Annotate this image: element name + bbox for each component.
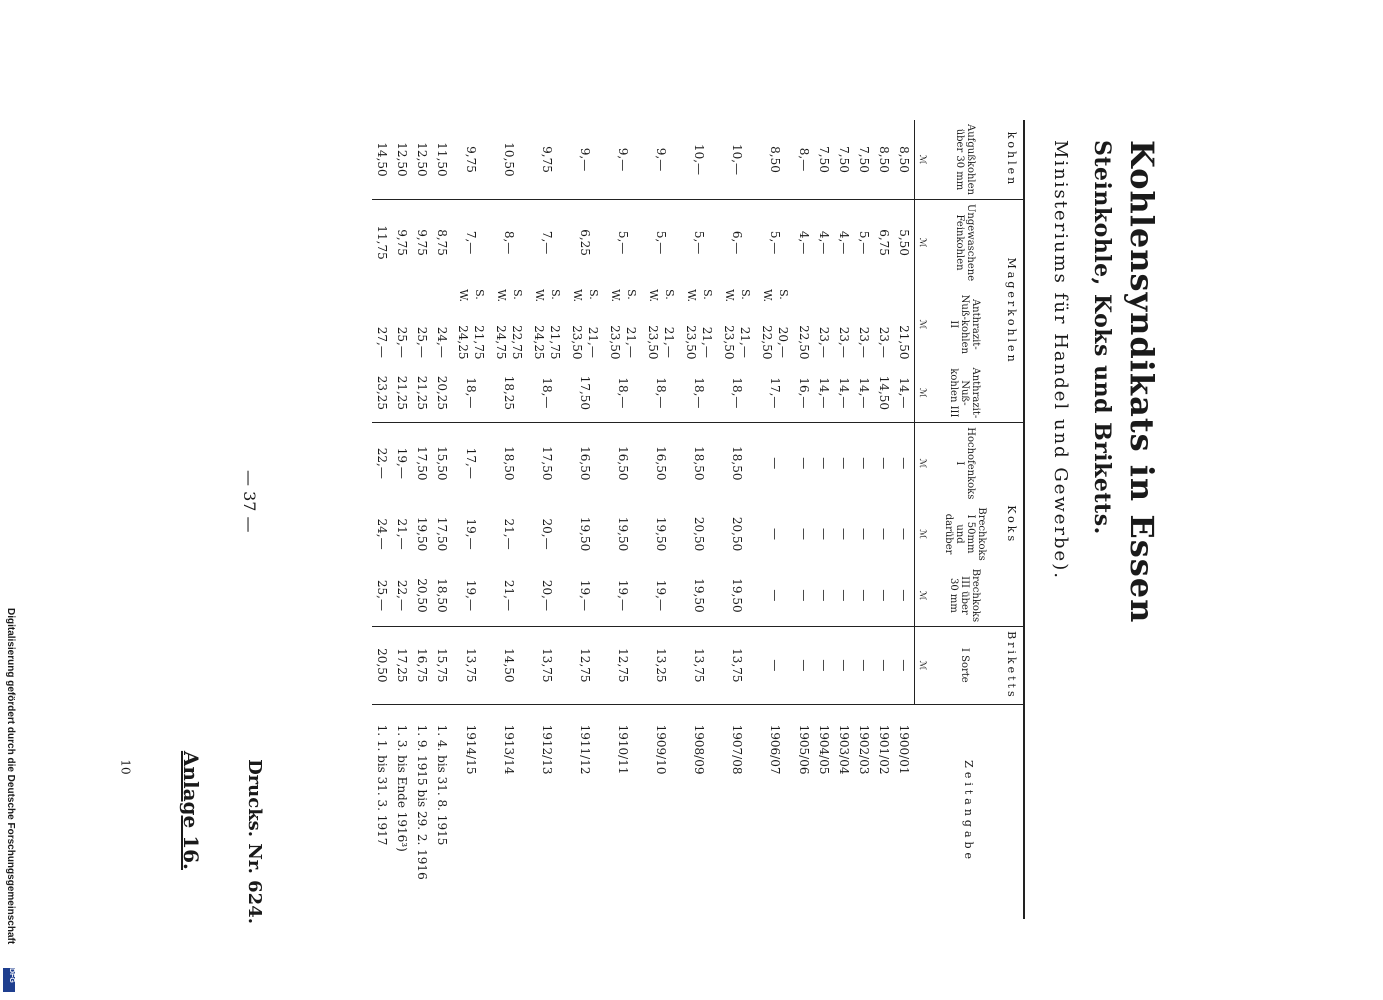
- table-row: [642, 120, 680, 919]
- value-cell: 18,—: [616, 377, 630, 409]
- period-cell: 1. 1. bis 31. 3. 1917: [372, 704, 392, 919]
- value-cell: —: [854, 627, 874, 705]
- table-row: [894, 120, 915, 919]
- value-cell: 5,—: [680, 199, 718, 285]
- table-row: [412, 120, 432, 919]
- group-header-zeitangabe: Zeitangabe: [915, 704, 1025, 919]
- column-unit: ℳ: [915, 423, 930, 504]
- period-cell: 1902/03: [854, 704, 874, 919]
- value-cell: 19,50: [654, 516, 668, 552]
- value-cell: 5,—: [604, 199, 642, 285]
- value-cell: 7,50: [837, 146, 851, 173]
- value-cell: 17,50: [435, 516, 449, 552]
- drucksache-number: Drucks. Nr. 624.: [244, 759, 265, 924]
- value-cell: 5,—: [642, 199, 680, 285]
- value-line: W.: [609, 289, 622, 303]
- value-cell: —: [857, 528, 871, 541]
- period-cell: 1903/04: [834, 704, 854, 919]
- value-cell: —: [794, 423, 814, 504]
- table-row: [874, 120, 894, 919]
- value-cell: 24,—: [435, 326, 449, 358]
- period-cell: 1904/05: [814, 704, 834, 919]
- value-cell: 5,—: [854, 199, 874, 285]
- value-cell: 11,50: [435, 142, 449, 177]
- value-cell: —: [874, 423, 894, 504]
- value-line: 22,75: [510, 325, 524, 360]
- group-header-kohlen: kohlen: [1001, 120, 1024, 199]
- value-cell: 25,—: [395, 326, 409, 358]
- value-cell: 14,—: [837, 377, 851, 409]
- value-cell: 4,—: [834, 199, 854, 285]
- value-cell: 6,25: [566, 199, 604, 285]
- period-cell: 1912/13: [528, 704, 566, 919]
- period-cell: 1913/14: [490, 704, 528, 919]
- value-cell: 16,50: [642, 423, 680, 504]
- column-unit: ℳ: [915, 503, 930, 564]
- value-cell: 21,25: [395, 375, 409, 411]
- value-cell: 18,50: [435, 578, 449, 613]
- value-line: 21,—: [738, 326, 752, 358]
- sort-marker-cell: [854, 285, 874, 321]
- value-cell: —: [874, 627, 894, 705]
- value-cell: 13,25: [642, 627, 680, 705]
- footer-page-number: 10: [118, 759, 133, 775]
- value-line: 24,25: [532, 325, 546, 360]
- value-line: 23,50: [646, 325, 660, 360]
- sort-marker-cell: [566, 285, 604, 321]
- value-cell: 19,50: [616, 516, 630, 552]
- sort-marker-cell: [490, 285, 528, 321]
- price-table: [372, 120, 1025, 919]
- value-cell: 7,50: [857, 146, 871, 173]
- value-cell: 7,50: [817, 146, 831, 173]
- value-cell: 8,50: [877, 146, 891, 173]
- value-cell: [680, 321, 718, 363]
- value-cell: 11,75: [372, 199, 392, 285]
- value-cell: 14,—: [897, 377, 911, 409]
- value-cell: 13,75: [528, 627, 566, 705]
- group-header-koks: Koks: [1001, 423, 1024, 627]
- column-header: Anthrazit-Nuß-kohlen III: [948, 367, 982, 419]
- column-unit: ℳ: [915, 627, 930, 705]
- value-line: S.: [701, 289, 714, 300]
- value-cell: 19,—: [654, 579, 668, 611]
- sidebar-credit-text: Digitalisierung gefördert durch die Deutsche Forschungsgemeinschaft: [5, 608, 16, 945]
- value-cell: [642, 321, 680, 363]
- value-line: 21,—: [700, 326, 714, 358]
- value-cell: 8,—: [797, 147, 811, 172]
- value-cell: —: [877, 528, 891, 541]
- value-cell: 22,50: [797, 325, 811, 360]
- dfg-logo-icon: DFG: [3, 968, 15, 992]
- value-cell: 7,—: [452, 199, 490, 285]
- value-cell: 17,25: [392, 627, 412, 705]
- value-cell: 24,—: [375, 518, 389, 550]
- value-cell: —: [854, 423, 874, 504]
- value-line: 23,50: [608, 325, 622, 360]
- value-cell: —: [897, 528, 911, 541]
- value-cell: 23,—: [877, 326, 891, 358]
- value-line: W.: [647, 289, 660, 303]
- table-row: [372, 120, 392, 919]
- sort-marker-cell: [680, 285, 718, 321]
- column-unit: ℳ: [915, 120, 930, 199]
- value-cell: 9,75: [464, 146, 478, 173]
- value-line: S.: [549, 289, 562, 300]
- value-cell: 14,—: [817, 377, 831, 409]
- value-cell: 17,50: [578, 375, 592, 411]
- value-cell: 9,75: [392, 199, 412, 285]
- table-row: [490, 120, 528, 919]
- column-header: Ungewaschene Feinkohlen: [929, 199, 1001, 285]
- value-cell: 21,—: [395, 518, 409, 550]
- sort-marker-cell: [452, 285, 490, 321]
- value-cell: 12,75: [604, 627, 642, 705]
- value-cell: —: [837, 589, 851, 602]
- sort-marker-cell: [432, 285, 452, 321]
- value-cell: 21,25: [415, 375, 429, 411]
- value-cell: 9,—: [616, 147, 630, 172]
- value-cell: 22,—: [395, 579, 409, 611]
- value-cell: 23,—: [857, 326, 871, 358]
- value-line: 23,50: [570, 325, 584, 360]
- column-header: Brechkoks III über 30 mm: [948, 568, 982, 623]
- table-row: [452, 120, 490, 919]
- sort-marker-cell: [528, 285, 566, 321]
- sort-marker-cell: [814, 285, 834, 321]
- value-cell: 23,—: [837, 326, 851, 358]
- value-cell: 17,50: [412, 423, 432, 504]
- value-line: S.: [511, 289, 524, 300]
- value-line: 21,75: [472, 325, 486, 360]
- value-cell: 19,—: [392, 423, 412, 504]
- value-cell: 6,—: [718, 199, 756, 285]
- value-cell: 27,—: [375, 326, 389, 358]
- value-line: 21,—: [586, 326, 600, 358]
- value-line: S.: [587, 289, 600, 300]
- page-number: — 37 —: [240, 470, 259, 533]
- value-cell: [756, 321, 794, 363]
- value-cell: 4,—: [814, 199, 834, 285]
- sort-marker-cell: [894, 285, 915, 321]
- value-cell: 4,—: [794, 199, 814, 285]
- value-cell: 19,50: [415, 516, 429, 552]
- value-cell: 17,—: [452, 423, 490, 504]
- table-row: [432, 120, 452, 919]
- value-cell: 8,75: [432, 199, 452, 285]
- table-row: [680, 120, 718, 919]
- value-cell: 19,50: [692, 578, 706, 613]
- table-row: [814, 120, 834, 919]
- value-cell: 16,75: [412, 627, 432, 705]
- value-line: 23,50: [684, 325, 698, 360]
- page-title: Kohlensyndikats in Essen: [1123, 140, 1161, 624]
- value-cell: 6,75: [874, 199, 894, 285]
- value-cell: 9,75: [540, 146, 554, 173]
- value-cell: 17,—: [768, 377, 782, 409]
- value-cell: —: [817, 589, 831, 602]
- value-line: S.: [739, 289, 752, 300]
- value-line: W.: [723, 289, 736, 303]
- value-cell: —: [756, 627, 794, 705]
- column-header: Hochofenkoks I: [929, 423, 1001, 504]
- value-cell: 14,50: [490, 627, 528, 705]
- value-cell: 20,25: [435, 375, 449, 411]
- value-cell: 20,50: [372, 627, 392, 705]
- value-cell: 7,—: [528, 199, 566, 285]
- value-cell: [528, 321, 566, 363]
- sort-marker-cell: [372, 285, 392, 321]
- value-cell: 5,50: [894, 199, 915, 285]
- value-cell: 20,—: [540, 518, 554, 550]
- value-cell: 16,50: [604, 423, 642, 504]
- value-cell: 23,25: [375, 375, 389, 411]
- table-row: [834, 120, 854, 919]
- value-cell: —: [794, 627, 814, 705]
- value-line: W.: [495, 289, 508, 303]
- value-cell: 12,50: [415, 142, 429, 177]
- value-cell: 20,—: [540, 579, 554, 611]
- value-cell: 18,—: [464, 377, 478, 409]
- value-cell: 18,50: [718, 423, 756, 504]
- value-cell: —: [756, 423, 794, 504]
- value-cell: 14,—: [857, 377, 871, 409]
- value-cell: —: [797, 528, 811, 541]
- sort-marker-cell: [392, 285, 412, 321]
- sort-marker-cell: [794, 285, 814, 321]
- value-cell: 22,—: [372, 423, 392, 504]
- sort-marker-cell: [604, 285, 642, 321]
- table-row: [718, 120, 756, 919]
- value-cell: 13,75: [680, 627, 718, 705]
- value-cell: 18,—: [730, 377, 744, 409]
- period-cell: 1908/09: [680, 704, 718, 919]
- value-cell: 18,—: [692, 377, 706, 409]
- group-header-magerkohlen: Magerkohlen: [1001, 199, 1024, 422]
- sidebar-credit: [2, 608, 16, 988]
- value-cell: 18,50: [680, 423, 718, 504]
- value-cell: 14,50: [375, 142, 389, 177]
- column-header: Brechkoks I 50mm und darüber: [943, 507, 987, 561]
- value-cell: 21,—: [502, 518, 516, 550]
- table-row: [756, 120, 794, 919]
- column-header: Aufgußkohlen über 30 mm: [954, 124, 976, 195]
- column-header: Anthrazit-Nuß-kohlen II: [948, 294, 982, 354]
- period-cell: 1901/02: [874, 704, 894, 919]
- value-cell: —: [837, 528, 851, 541]
- value-cell: 21,50: [897, 325, 911, 360]
- column-unit: ℳ: [915, 199, 930, 285]
- value-cell: 19,50: [578, 516, 592, 552]
- period-cell: 1914/15: [452, 704, 490, 919]
- table-row: [566, 120, 604, 919]
- value-cell: 21,—: [502, 579, 516, 611]
- value-cell: 19,50: [730, 578, 744, 613]
- value-cell: 13,75: [718, 627, 756, 705]
- value-cell: —: [834, 423, 854, 504]
- value-line: S.: [777, 289, 790, 300]
- value-line: 22,50: [760, 325, 774, 360]
- period-cell: 1907/08: [718, 704, 756, 919]
- period-cell: 1909/10: [642, 704, 680, 919]
- value-line: 24,75: [494, 325, 508, 360]
- value-cell: —: [894, 423, 915, 504]
- value-line: 24,25: [456, 325, 470, 360]
- value-cell: 18,25: [502, 375, 516, 411]
- sort-marker-cell: [718, 285, 756, 321]
- value-cell: 8,50: [897, 146, 911, 173]
- value-line: W.: [457, 289, 470, 303]
- value-line: S.: [473, 289, 486, 300]
- column-unit: ℳ: [915, 565, 930, 627]
- value-cell: 9,75: [412, 199, 432, 285]
- value-cell: 14,50: [877, 375, 891, 411]
- value-cell: 19,—: [464, 518, 478, 550]
- value-cell: 9,—: [578, 147, 592, 172]
- sort-marker-cell: [874, 285, 894, 321]
- value-cell: —: [797, 589, 811, 602]
- value-cell: 12,50: [395, 142, 409, 177]
- table-row: [794, 120, 814, 919]
- period-cell: 1905/06: [794, 704, 814, 919]
- value-cell: —: [768, 528, 782, 541]
- page-source-line: Ministeriums für Handel und Gewerbe).: [1050, 140, 1071, 580]
- value-cell: —: [768, 589, 782, 602]
- period-cell: 1911/12: [566, 704, 604, 919]
- group-header-briketts: Briketts: [1001, 627, 1024, 705]
- value-cell: 10,50: [502, 142, 516, 177]
- value-cell: 20,50: [415, 578, 429, 613]
- value-cell: 10,—: [730, 143, 744, 176]
- value-line: 23,50: [722, 325, 736, 360]
- period-cell: 1. 3. bis Ende 1916³): [392, 704, 412, 919]
- value-line: S.: [625, 289, 638, 300]
- sort-marker-cell: [834, 285, 854, 321]
- value-cell: 10,—: [692, 143, 706, 176]
- value-cell: 17,50: [528, 423, 566, 504]
- value-cell: [490, 321, 528, 363]
- value-cell: —: [857, 589, 871, 602]
- column-unit: ℳ: [915, 285, 930, 363]
- value-cell: 13,75: [452, 627, 490, 705]
- value-cell: 19,—: [616, 579, 630, 611]
- value-cell: 9,—: [654, 147, 668, 172]
- value-line: W.: [533, 289, 546, 303]
- value-cell: 5,—: [756, 199, 794, 285]
- anlage-label: Anlage 16.: [179, 750, 203, 870]
- value-cell: 25,—: [415, 326, 429, 358]
- value-cell: —: [814, 627, 834, 705]
- value-cell: 23,—: [817, 326, 831, 358]
- value-cell: —: [897, 589, 911, 602]
- value-line: S.: [663, 289, 676, 300]
- period-cell: 1910/11: [604, 704, 642, 919]
- value-cell: 19,—: [464, 579, 478, 611]
- value-cell: 18,—: [540, 377, 554, 409]
- value-cell: [452, 321, 490, 363]
- value-cell: —: [817, 528, 831, 541]
- value-line: 21,—: [662, 326, 676, 358]
- table-row: [854, 120, 874, 919]
- value-cell: 15,50: [432, 423, 452, 504]
- value-cell: [566, 321, 604, 363]
- sort-marker-cell: [412, 285, 432, 321]
- value-cell: 18,50: [490, 423, 528, 504]
- value-line: 21,75: [548, 325, 562, 360]
- value-line: W.: [571, 289, 584, 303]
- value-line: 21,—: [624, 326, 638, 358]
- value-cell: 18,—: [654, 377, 668, 409]
- page-subtitle: Steinkohle, Koks und Briketts.: [1089, 140, 1115, 535]
- column-unit: ℳ: [915, 364, 930, 423]
- value-cell: —: [894, 627, 915, 705]
- value-cell: 8,50: [768, 146, 782, 173]
- value-cell: —: [814, 423, 834, 504]
- value-cell: [604, 321, 642, 363]
- value-cell: 16,—: [797, 377, 811, 409]
- period-cell: 1. 9. 1915 bis 29. 2. 1916: [412, 704, 432, 919]
- value-cell: 20,50: [730, 516, 744, 552]
- value-cell: 12,75: [566, 627, 604, 705]
- period-cell: 1906/07: [756, 704, 794, 919]
- value-cell: 15,75: [432, 627, 452, 705]
- value-cell: —: [834, 627, 854, 705]
- value-cell: 16,50: [566, 423, 604, 504]
- period-cell: 1900/01: [894, 704, 915, 919]
- value-line: W.: [685, 289, 698, 303]
- value-cell: 19,—: [578, 579, 592, 611]
- sort-marker-cell: [642, 285, 680, 321]
- value-cell: 25,—: [375, 579, 389, 611]
- value-cell: —: [877, 589, 891, 602]
- value-line: W.: [761, 289, 774, 303]
- period-cell: 1. 4. bis 31. 8. 1915: [432, 704, 452, 919]
- value-cell: [718, 321, 756, 363]
- column-header: I Sorte: [929, 627, 1001, 705]
- value-line: 20,—: [776, 326, 790, 358]
- table-row: [604, 120, 642, 919]
- value-cell: 8,—: [490, 199, 528, 285]
- table-row: [528, 120, 566, 919]
- sort-marker-cell: [756, 285, 794, 321]
- value-cell: 20,50: [692, 516, 706, 552]
- table-row: [392, 120, 412, 919]
